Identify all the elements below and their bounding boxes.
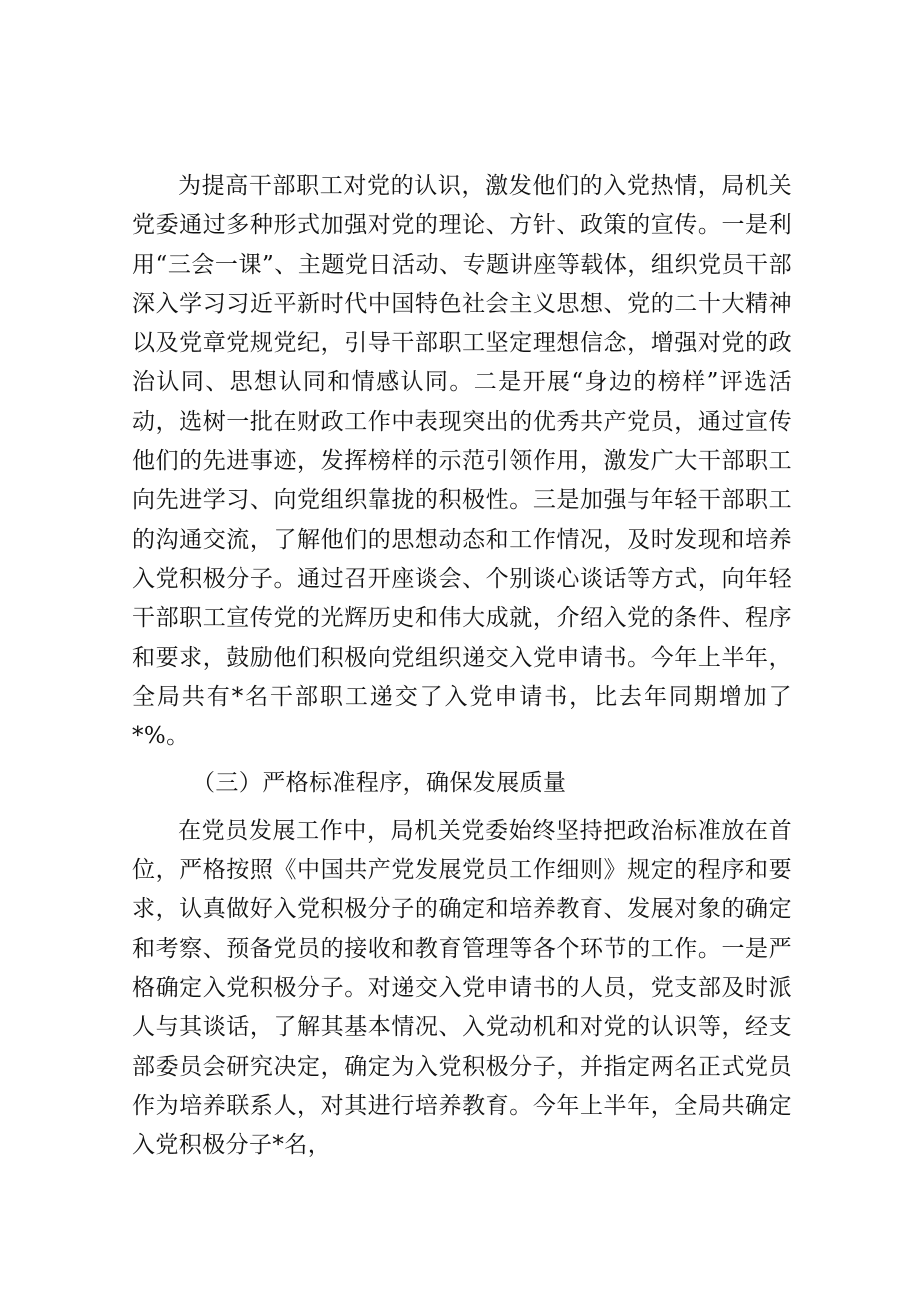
document-body <box>132 167 792 1165</box>
section-heading-three: （三）严格标准程序，确保发展质量 <box>192 770 567 797</box>
paragraph-development-process: 在党员发展工作中，局机关党委始终坚持把政治标准放在首位，严格按照《中国共产党发展党员工作细则》规定的程序和要求，认真做好入党积极分子的确定和培养教育、发展对象的确定和考察、预备党员的接收和教育管理等各个环节的工作。一是严格确定入党积极分子。对递交入党申请书的人员，党支部及时派人与其谈话，了解其基本情况、入党动机和对党的认识等，经支部委员会研究决定，确定为入党积极分子，并指定两名正式党员作为培养联系人，对其进行培养教育。今年上半年，全局共确定入党积极分子*名， <box>132 817 792 1159</box>
paragraph-party-awareness: 为提高干部职工对党的认识，激发他们的入党热情，局机关党委通过多种形式加强对党的理论、方针、政策的宣传。一是利用“三会一课”、主题党日活动、专题讲座等载体，组织党员干部深入学习习近平新时代中国特色社会主义思想、党的二十大精神以及党章党规党纪，引导干部职工坚定理想信念，增强对党的政治认同、思想认同和情感认同。二是开展“身边的榜样”评选活动，选树一批在财政工作中表现突出的优秀共产党员，通过宣传他们的先进事迹，发挥榜样的示范引领作用，激发广大干部职工向先进学习、向党组织靠拢的积极性。三是加强与年轻干部职工的沟通交流，了解他们的思想动态和工作情况，及时发现和培养入党积极分子。通过召开座谈会、个别谈心谈话等方式，向年轻干部职工宣传党的光辉历史和伟大成就，介绍入党的条件、程序和要求，鼓励他们积极向党组织递交入党申请书。今年上半年，全局共有*名干部职工递交了入党申请书，比去年同期增加了*%。 <box>132 173 792 750</box>
